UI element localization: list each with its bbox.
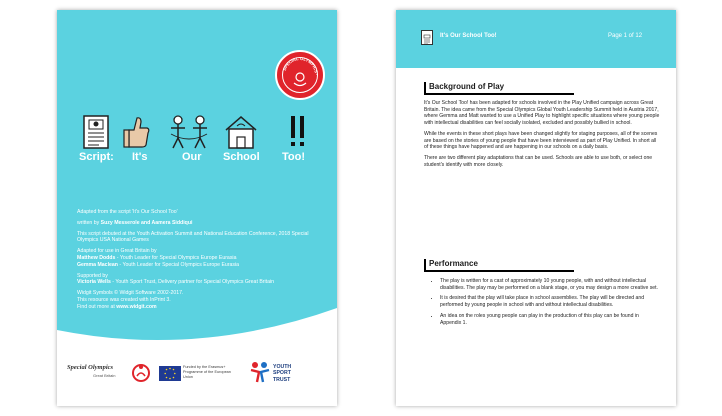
svg-text:SPECIAL OLYMPICS · PLAY UNIFIE: [277, 52, 319, 76]
background-section: [424, 82, 660, 172]
partner-logos: [57, 360, 337, 400]
section-heading: Background of Play: [424, 82, 574, 95]
header-title: It's Our School Too!: [440, 33, 497, 39]
adapted-from: Adapted from the script 'It's Our School Too': [77, 209, 178, 215]
cover-credits: [77, 209, 327, 315]
paragraph: It's Our School Too! has been adapted for schools involved in the Play Unified campaign across Great Britain. The idea came from the Special Olympics Global Youth Leadership Summit held in Austria 2017, where Gemma and Matt wanted to use a Unified Play to highlight specific situations where young people with intellectual disabilities can feel socially isolated, excluded and possibly bullied in school.: [424, 100, 660, 127]
inner-page: [396, 10, 676, 406]
special-olympics-logo-text: Special Olympics: [67, 364, 114, 371]
youth-sport-trust-mark-icon: [249, 360, 271, 384]
play-unified-badge: [275, 50, 325, 100]
our-people-icon: [167, 114, 211, 150]
list-item: • The play is written for a cast of approximately 10 young people, with and without intellectual disabilities. The play may be performed on a blank stage, or you may design a more creative set.: [440, 278, 660, 291]
title-word: It's: [132, 151, 148, 163]
widgit-link[interactable]: www.widgit.com: [116, 303, 157, 310]
script-icon: [421, 30, 433, 45]
symbol-row: [81, 114, 321, 156]
special-olympics-sub: Great Britain: [93, 373, 116, 378]
performance-list: [424, 278, 660, 326]
performance-section: [424, 259, 660, 330]
supporters: Supported by Victoria Wells - Youth Sport Trust, Delivery partner for Special Olympics Great Britain: [77, 272, 275, 286]
title-word: Script:: [79, 151, 114, 163]
title-word: Too!: [282, 151, 306, 163]
thumbs-up-icon: [121, 114, 151, 150]
widgit-credit: Widgit Symbols © Widgit Software 2002-2017. This resource was created with InPrint 3. Find out more at www.widgit.com: [77, 290, 184, 310]
script-icon: [81, 114, 111, 150]
adapters: Adapted for use in Great Britain by Matthew Dodds - Youth Leader for Special Olympics Europe Eurasia Gemma Maclean - Youth Leader for Special Olympics Europe Eurasia: [77, 248, 240, 268]
title-word: Our: [182, 151, 202, 163]
youth-sport-trust-text: YOUTH SPORT TRUST: [273, 364, 292, 383]
school-icon: [223, 114, 259, 150]
paragraph: There are two different play adaptations that can be used. Schools are able to use both, or select one student's identify with more closely.: [424, 154, 653, 168]
cover-page: [57, 10, 337, 406]
special-olympics-mark-icon: [131, 362, 151, 384]
badge-text-icon: [277, 52, 323, 98]
debut-note: This script debuted at the Youth Activation Summit and National Education Conference, 2018 Special Olympics USA National Games: [77, 230, 309, 244]
page-number: Page 1 of 12: [608, 33, 643, 39]
exclamation-icon: [287, 114, 309, 150]
paragraph: While the events in these short plays have been changed slightly for staging purposes, all of the scenes are based on the stories of young people that have been interviewed as part of Play Unified. In short all of these things have happened and are happening in our schools on a daily basis.: [424, 130, 658, 151]
badge-text: SPECIAL OLYMPICS ·: [281, 55, 320, 76]
eu-flag-icon: [159, 366, 181, 381]
eu-funding-text: Funded by the Erasmus+ Programme of the European Union: [183, 365, 231, 379]
written-by: written by Suzy Messerole and Aamera Siddiqui: [77, 219, 193, 226]
title-word: School: [223, 151, 260, 163]
title-words: [79, 151, 329, 167]
section-heading: Performance: [424, 259, 574, 272]
list-item: • It is desired that the play will take place in school assemblies. The play will be directed and performed by young people in school with and without intellectual disabilities.: [440, 295, 660, 308]
page-header: [396, 10, 676, 68]
list-item: • An idea on the roles young people can play in the production of this play can be found in Appendix 1.: [440, 313, 660, 326]
